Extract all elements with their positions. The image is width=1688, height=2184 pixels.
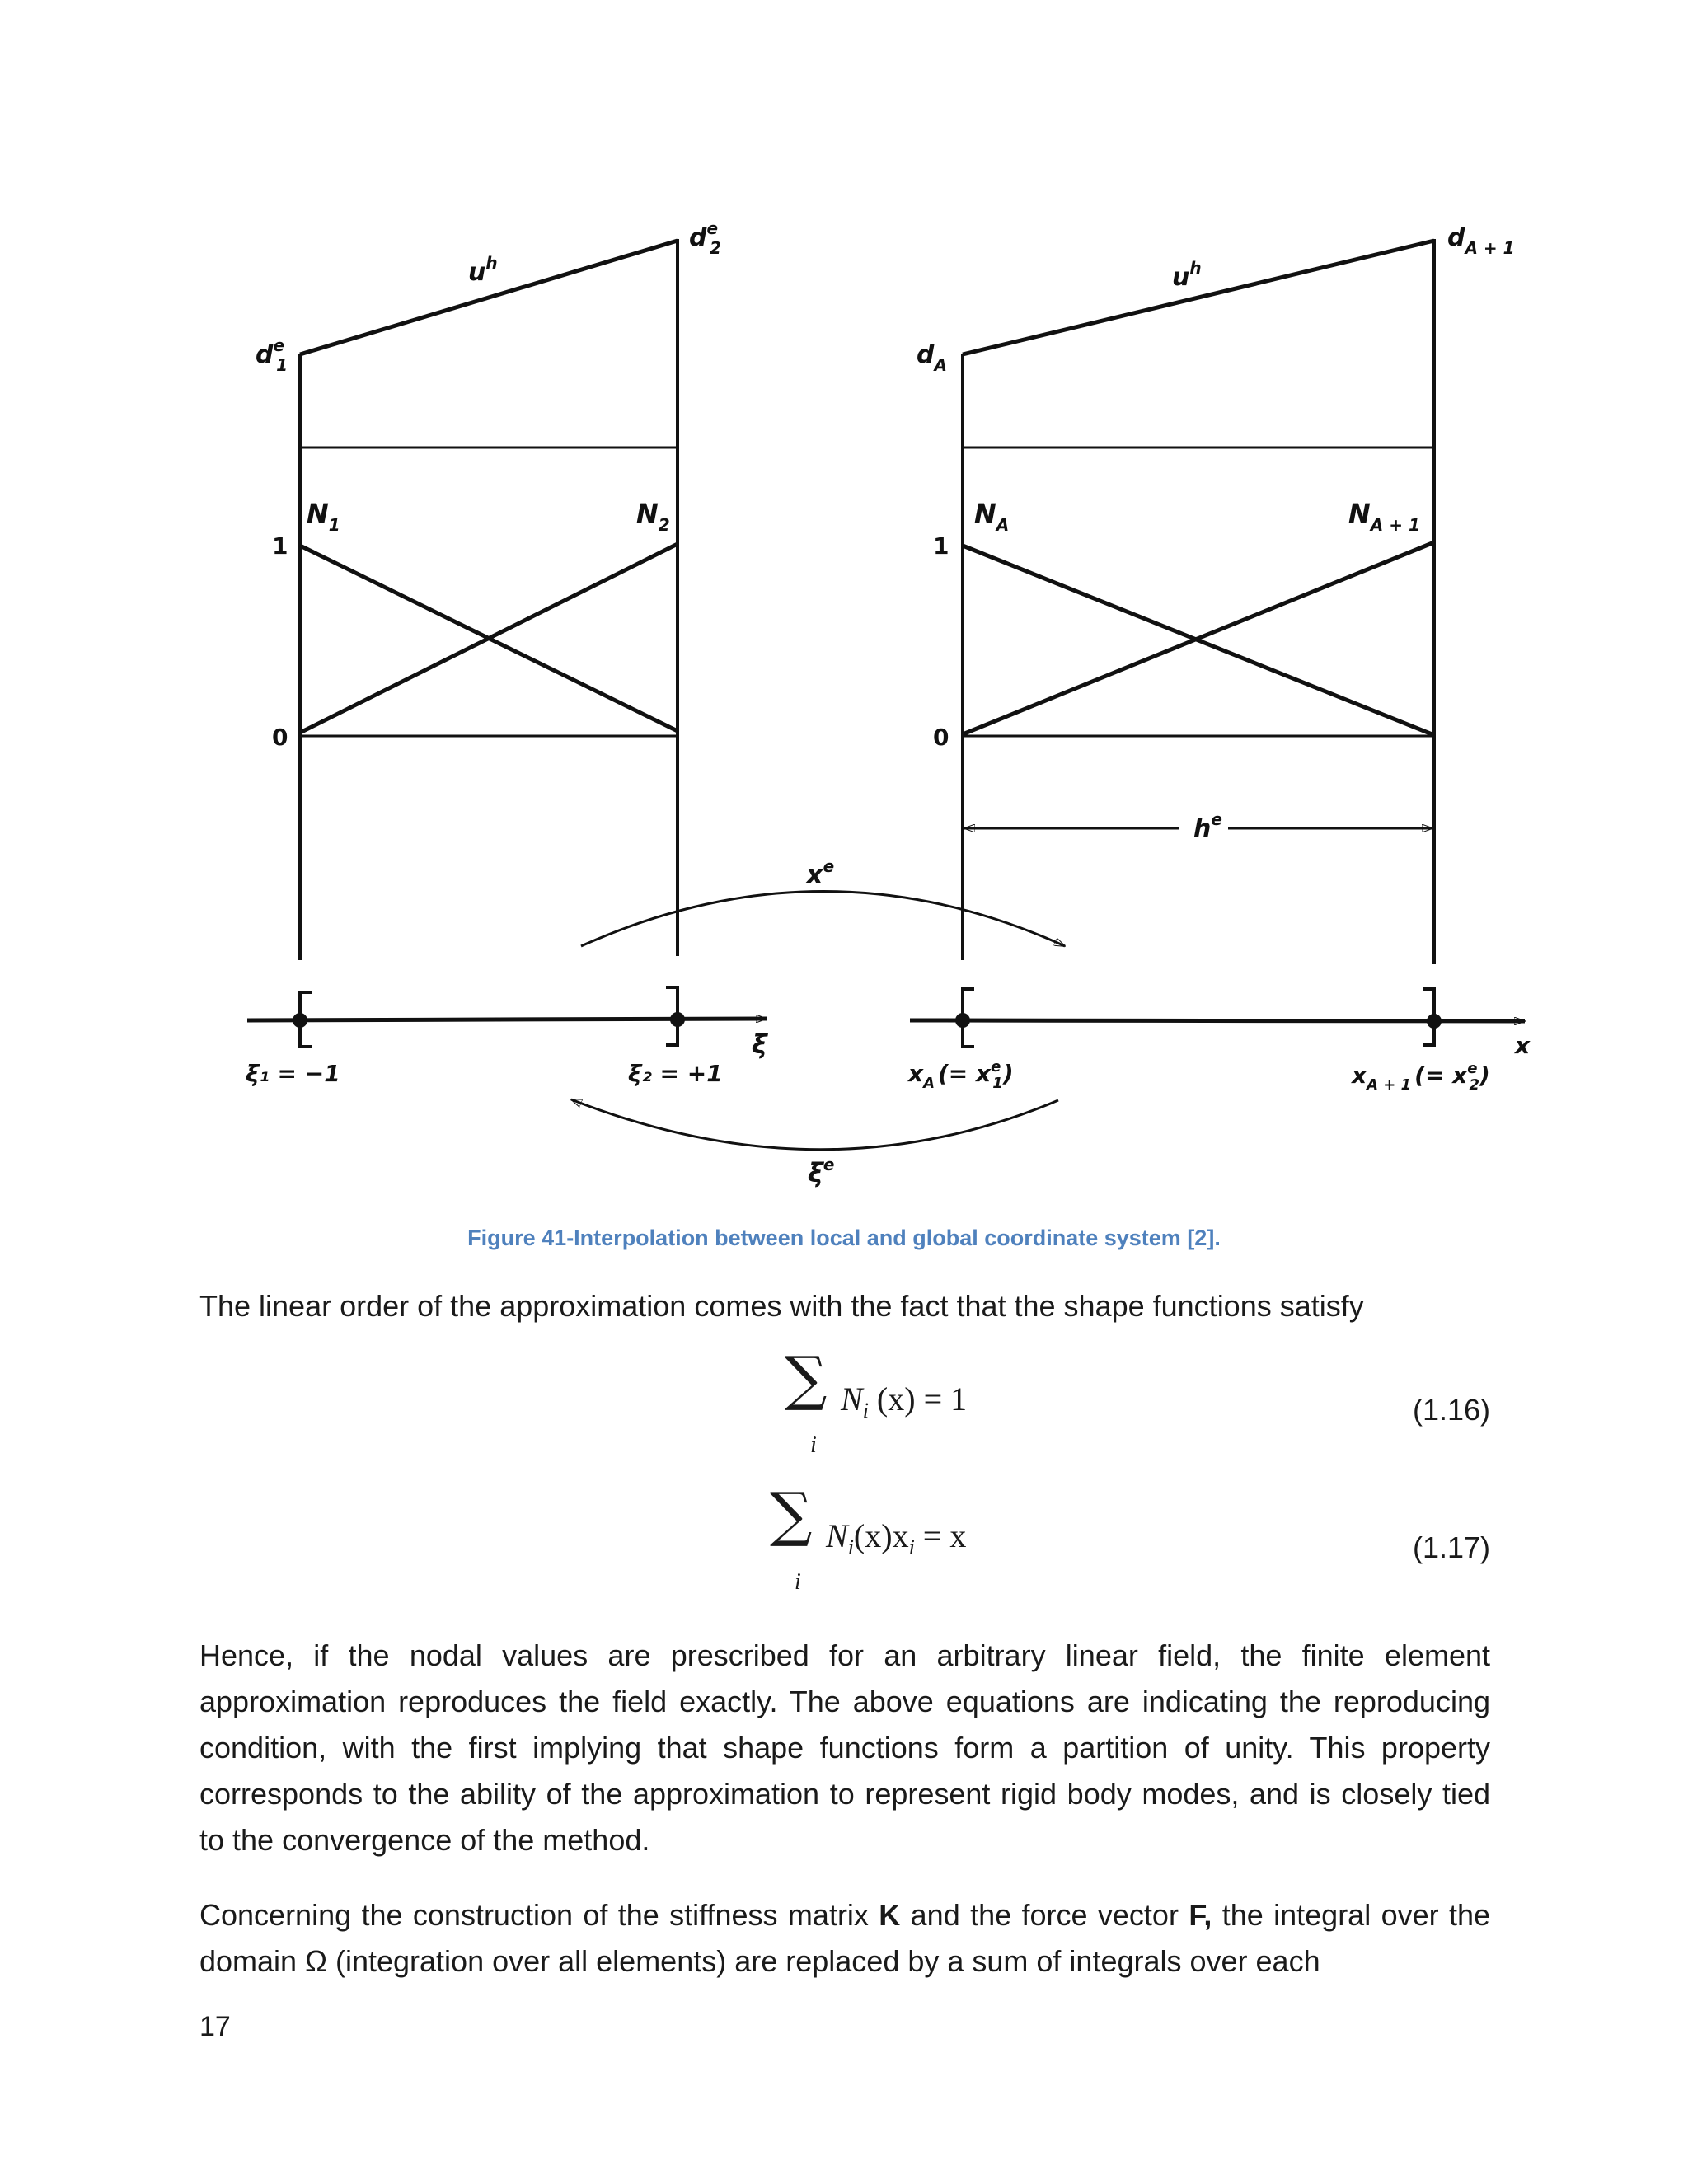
sigma-symbol: ∑ xyxy=(770,1479,813,1549)
left-tick-one: 1 xyxy=(272,532,288,560)
left-node-value-2: $d^e$ 2 xyxy=(689,218,721,258)
element-length-label: $h^e$ xyxy=(1193,809,1222,843)
right-tick-zero: 0 xyxy=(933,724,950,751)
intro-text: The linear order of the approximation comes with the fact that the shape functions satisfy xyxy=(199,1289,1364,1323)
right-field-label: $u^h$ xyxy=(1172,258,1202,292)
right-axis-symbol: x xyxy=(1515,1032,1531,1059)
sum-index: i xyxy=(810,1432,817,1458)
inverse-map-label: $\xi^e$ xyxy=(808,1155,835,1188)
left-shape-fn-2-label: $N_2$ xyxy=(636,498,670,535)
sum-index: i xyxy=(795,1569,801,1595)
left-node-value-1: $d^e$ 1 xyxy=(256,335,288,375)
left-panel xyxy=(246,218,769,1087)
vector-f: F, xyxy=(1189,1898,1212,1932)
equation-number: (1.17) xyxy=(1412,1530,1490,1564)
right-shape-fn-2-label: $N_{A + 1}$ xyxy=(1348,498,1420,535)
page-number: 17 xyxy=(199,2011,231,2042)
equation-body: $N_i(x)x_i = x$ xyxy=(826,1517,967,1559)
equation-number: (1.16) xyxy=(1412,1393,1490,1427)
left-shape-fn-1-label: $N_1$ xyxy=(307,498,340,535)
right-node-coord-2: $x_{A + 1}$ (= $x^e$ 2) xyxy=(1352,1060,1490,1094)
right-node-value-2: $d_{A + 1}$ xyxy=(1447,223,1515,258)
figure-caption: Figure 41-Interpolation between local and global coordinate system [2]. xyxy=(467,1226,1221,1250)
left-node-coord-1: ξ₁ = −1 xyxy=(246,1060,340,1087)
equation-body: $N_i$ (x) = 1 xyxy=(841,1380,968,1422)
left-axis xyxy=(247,1019,767,1020)
paragraph-stiffness-matrix: Concerning the construction of the stiffness matrix K and the force vector F, the integral over the domain Ω (integration over all elements) are replaced by a sum of integrals over each xyxy=(199,1898,1491,1978)
paragraph-reproducing-condition: Hence, if the nodal values are prescribed for an arbitrary linear field, the finite element approximation reproduces the field exactly. The above equations are indicating the reproducing condition, with the first implying that shape functions form a partition of unity. This property corresponds to the ability of the approximation to represent rigid body modes, and is closely tied to the convergence of the method. xyxy=(199,1638,1490,1857)
left-axis-symbol: ξ xyxy=(752,1029,767,1060)
forward-map-arrow xyxy=(581,892,1065,947)
left-field-label: $u^h$ xyxy=(468,253,498,287)
left-tick-zero: 0 xyxy=(272,724,288,751)
right-shape-fn-1-label: $N_A$ xyxy=(974,498,1010,535)
right-tick-one: 1 xyxy=(933,532,950,560)
right-node-coord-1: $x_A$ (= $x^e$ 1) xyxy=(908,1058,1014,1092)
right-node-value-1: $d_A$ xyxy=(917,340,947,375)
left-node-coord-2: ξ₂ = +1 xyxy=(628,1060,723,1087)
sigma-symbol: ∑ xyxy=(785,1343,828,1413)
matrix-k: K xyxy=(879,1898,901,1932)
forward-map-label: $x^e$ xyxy=(806,856,835,890)
inverse-map-arrow xyxy=(571,1099,1058,1150)
right-panel xyxy=(907,223,1531,1094)
